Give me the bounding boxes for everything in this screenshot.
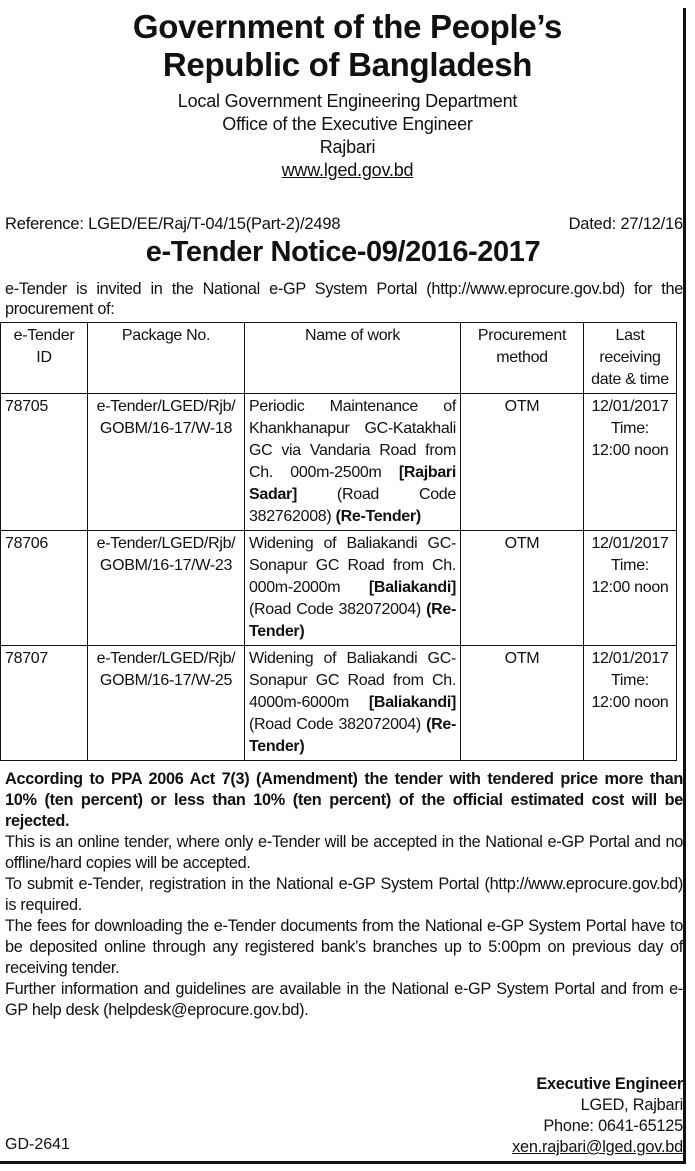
table-row	[1, 394, 677, 531]
receiving-time: 12:00 noon	[591, 579, 669, 596]
receiving-date: 12/01/2017	[591, 650, 669, 667]
work-tag: (Re-Tender)	[249, 601, 456, 640]
header-package-no: Package No.	[88, 323, 245, 394]
work-area: [Baliakandi]	[368, 579, 456, 596]
receiving-time: 12:00 noon	[591, 694, 669, 711]
tender-id: 78705	[1, 394, 88, 531]
time-label: Time:	[611, 672, 649, 689]
work-road-code: (Road Code 382762008)	[249, 486, 456, 525]
office-name: Office of the Executive Engineer	[222, 114, 473, 134]
procurement-method: OTM	[461, 531, 584, 646]
work-area: [Rajbari Sadar]	[249, 464, 456, 503]
work-tag: (Re-Tender)	[335, 508, 421, 525]
work-road-code: (Road Code 382072004)	[249, 716, 427, 733]
package-no: e-Tender/LGED/Rjb/ GOBM/16-17/W-25	[88, 646, 245, 761]
header-name-of-work: Name of work	[245, 323, 461, 394]
signature-block	[512, 1074, 683, 1158]
tender-table	[0, 322, 677, 761]
further-info-note: Further information and guidelines are available in the National e-GP System Portal and from e-GP help desk (helpdesk@eprocure.gov.bd).	[5, 980, 683, 1019]
table-row	[1, 531, 677, 646]
signatory-title: Executive Engineer	[536, 1075, 683, 1093]
footer-code: GD-2641	[5, 1136, 70, 1153]
fees-note: The fees for downloading the e-Tender documents from the National e-GP System Portal have to be deposited online through any registered bank’s branches up to 5:00pm on previous day of receiving tender.	[5, 917, 683, 977]
government-title-line1: Government of the People’s	[132, 8, 563, 45]
government-title-line2: Republic of Bangladesh	[162, 46, 533, 83]
ppa-warning: According to PPA 2006 Act 7(3) (Amendment) the tender with tendered price more than 10% (ten percent) or less than 10% (ten percent) of the official estimated cost will be rejected.	[5, 770, 683, 830]
receiving-datetime	[584, 394, 677, 531]
office-location: Rajbari	[319, 137, 376, 157]
work-main: Widening of Baliakandi GC-Sonapur GC Road from Ch. 000m-2000m	[249, 535, 456, 596]
signatory-org: LGED, Rajbari	[580, 1096, 683, 1114]
receiving-date: 12/01/2017	[591, 535, 669, 552]
table-row	[1, 646, 677, 761]
tender-id: 78707	[1, 646, 88, 761]
notice-body	[5, 769, 683, 1021]
header-tender-id: e-Tender ID	[1, 323, 88, 394]
intro-text: e-Tender is invited in the National e-GP System Portal (http://www.eprocure.gov.bd) for the procurement of:	[5, 280, 683, 318]
package-no: e-Tender/LGED/Rjb/ GOBM/16-17/W-18	[88, 394, 245, 531]
online-tender-note: This is an online tender, where only e-Tender will be accepted in the National e-GP Portal and no offline/hard copies will be accepted.	[5, 833, 683, 872]
work-description	[245, 646, 461, 761]
work-main: Widening of Baliakandi GC-Sonapur GC Road from Ch. 4000m-6000m	[249, 650, 456, 711]
work-area: [Baliakandi]	[368, 694, 456, 711]
receiving-date: 12/01/2017	[591, 398, 669, 415]
receiving-datetime	[584, 646, 677, 761]
receiving-datetime	[584, 531, 677, 646]
package-no: e-Tender/LGED/Rjb/ GOBM/16-17/W-23	[88, 531, 245, 646]
procurement-method: OTM	[461, 646, 584, 761]
tender-id: 78706	[1, 531, 88, 646]
work-description	[245, 394, 461, 531]
reference-number: Reference: LGED/EE/Raj/T-04/15(Part-2)/2498	[5, 215, 341, 233]
time-label: Time:	[611, 557, 649, 574]
website-link[interactable]: www.lged.gov.bd	[281, 160, 414, 180]
notice-title: e-Tender Notice-09/2016-2017	[145, 236, 541, 268]
table-header-row	[1, 323, 677, 394]
work-road-code: (Road Code 382072004)	[249, 601, 427, 618]
work-description	[245, 531, 461, 646]
receiving-time: 12:00 noon	[591, 442, 669, 459]
signatory-email-link[interactable]: xen.rajbari@lged.gov.bd	[512, 1138, 683, 1156]
reference-row	[5, 215, 683, 234]
notice-date: Dated: 27/12/16	[568, 215, 683, 233]
time-label: Time:	[611, 420, 649, 437]
registration-note: To submit e-Tender, registration in the National e-GP System Portal (http://www.eprocure.gov.bd) is required.	[5, 875, 683, 914]
department-name: Local Government Engineering Department	[177, 91, 518, 111]
work-main: Periodic Maintenance of Khankhanapur GC-Katakhali GC via Vandaria Road from Ch. 000m-2500m	[249, 398, 456, 481]
procurement-method: OTM	[461, 394, 584, 531]
signatory-phone: Phone: 0641-65125	[543, 1117, 683, 1135]
work-tag: (Re-Tender)	[249, 716, 456, 755]
header-last-receiving: Last receiving date & time	[584, 323, 677, 394]
header-procurement-method: Procurement method	[461, 323, 584, 394]
